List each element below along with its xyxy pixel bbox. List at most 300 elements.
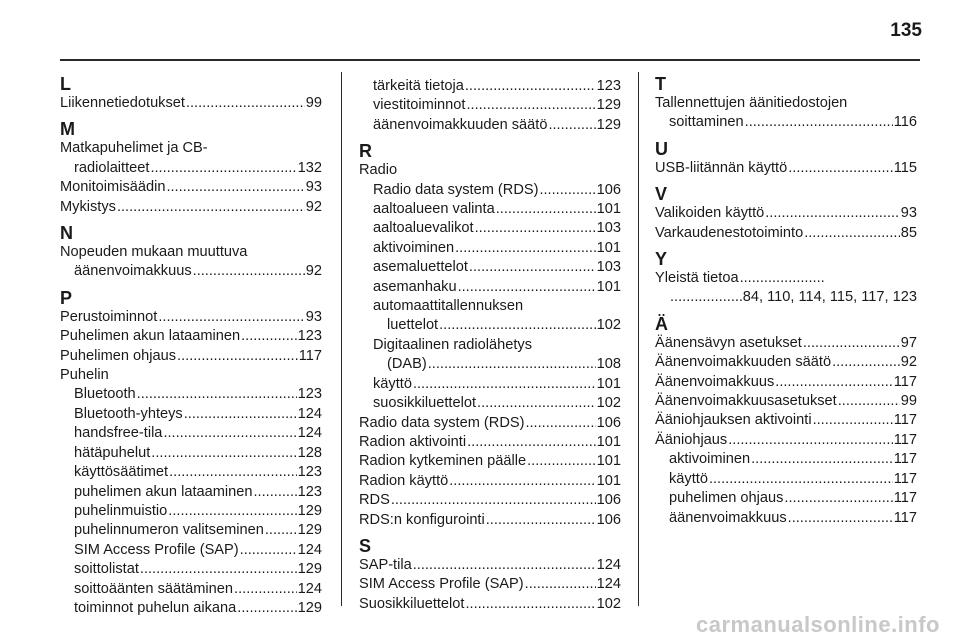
index-subentry <box>60 463 322 482</box>
index-subentry <box>60 405 322 424</box>
section-letter: Ä <box>655 313 668 334</box>
index-entry <box>655 353 917 372</box>
index-line <box>373 181 621 200</box>
entry-text: Radio <box>359 162 398 179</box>
index-line <box>60 178 322 197</box>
entry-text: Puhelimen ohjaus <box>60 347 177 364</box>
index-entry <box>60 347 322 366</box>
dot-leader <box>765 204 900 223</box>
index-line <box>373 219 621 238</box>
page-reference: 102 <box>596 317 621 334</box>
index-entry <box>655 159 917 178</box>
entry-text: äänenvoimakkuus <box>74 263 192 280</box>
index-subentry <box>60 385 322 404</box>
dot-leader <box>745 113 893 132</box>
dot-leader <box>832 353 900 372</box>
index-section <box>359 537 621 614</box>
page-reference: 93 <box>305 308 322 325</box>
dot-leader <box>151 444 296 463</box>
page-reference: 117 <box>893 373 917 390</box>
entry-text: Valikoiden käyttö <box>655 205 765 222</box>
entry-text: aktivoiminen <box>373 239 455 256</box>
entry-text: SIM Access Profile (SAP) <box>359 576 524 593</box>
index-subentry <box>655 450 917 469</box>
index-section <box>60 289 322 619</box>
index-entry <box>359 491 621 510</box>
page-reference: 117 <box>893 451 917 468</box>
index-line <box>655 159 917 178</box>
index-column-1 <box>60 74 322 625</box>
index-line <box>373 355 621 374</box>
entry-text: puhelinmuistio <box>74 502 168 519</box>
page-reference: 116 <box>893 114 917 131</box>
index-line <box>60 347 322 366</box>
entry-text: Puhelimen akun lataaminen <box>60 328 241 345</box>
section-letter: L <box>60 74 71 94</box>
index-line <box>359 595 621 614</box>
dot-leader <box>803 334 900 353</box>
index-subentry <box>359 258 621 277</box>
page-reference: 129 <box>596 97 621 114</box>
dot-leader <box>140 560 297 579</box>
section-letter: M <box>60 119 75 140</box>
entry-text: soittolistat <box>74 561 139 578</box>
index-line <box>373 116 621 135</box>
dot-leader <box>184 405 297 424</box>
index-line <box>373 77 621 96</box>
entry-text: radiolaitteet <box>74 159 150 176</box>
page-reference: 124 <box>297 425 322 442</box>
entry-text: handsfree-tila <box>74 425 163 442</box>
index-line <box>373 278 621 297</box>
index-entry <box>359 414 621 433</box>
page-reference: 99 <box>305 95 322 111</box>
column-divider-2 <box>638 72 639 606</box>
entry-text: Ääniohjauksen aktivointi <box>655 412 812 429</box>
entry-text: soittaminen <box>669 114 744 131</box>
index-section <box>359 77 621 135</box>
dot-leader <box>465 77 596 96</box>
entry-text: Äänenvoimakkuuden säätö <box>655 354 832 371</box>
index-line <box>373 239 621 258</box>
dot-leader <box>439 316 596 335</box>
entry-text: Nopeuden mukaan muuttuva <box>60 244 248 261</box>
index-entry <box>60 198 322 217</box>
index-subentry <box>60 580 322 599</box>
entry-text: asemanhaku <box>373 278 457 295</box>
dot-leader <box>234 580 297 599</box>
entry-text: Matkapuhelimet ja CB- <box>60 140 208 157</box>
index-entry <box>60 243 322 282</box>
dot-leader <box>193 262 305 281</box>
page-reference: 117 <box>893 509 917 526</box>
entry-text: äänenvoimakkuus <box>669 509 787 526</box>
dot-leader <box>137 385 297 404</box>
section-letter: N <box>60 223 73 244</box>
dot-leader <box>670 288 742 307</box>
index-subentry <box>359 375 621 394</box>
page-reference: 106 <box>596 181 621 198</box>
index-line <box>655 392 917 411</box>
page-reference: 123 <box>596 78 621 94</box>
page-reference: 117 <box>893 412 917 429</box>
index-entry <box>655 411 917 430</box>
page-reference: 101 <box>596 239 621 256</box>
dot-leader <box>475 219 596 238</box>
index-column-2 <box>359 77 621 621</box>
dot-leader <box>168 502 296 521</box>
page-reference: 93 <box>900 205 917 222</box>
index-line <box>359 414 621 433</box>
entry-text: Monitoimisäädin <box>60 179 166 196</box>
index-line <box>74 502 322 521</box>
index-section <box>359 142 621 530</box>
dot-leader <box>838 392 900 411</box>
index-subentry <box>359 336 621 375</box>
entry-text: käyttö <box>373 375 412 392</box>
dot-leader <box>117 198 305 217</box>
page-reference: 101 <box>596 453 621 470</box>
section-letter: P <box>60 287 73 308</box>
dot-leader <box>804 224 900 243</box>
index-line <box>373 258 621 277</box>
index-line <box>74 541 322 560</box>
index-line <box>655 113 917 132</box>
index-line <box>669 470 917 489</box>
watermark: carmanualsonline.info <box>696 612 940 637</box>
index-subentry <box>359 96 621 115</box>
index-subentry <box>60 599 322 618</box>
entry-text: aktivoiminen <box>669 451 751 468</box>
index-line <box>359 575 621 594</box>
index-section <box>655 315 917 528</box>
dot-leader <box>539 181 595 200</box>
index-line <box>655 288 917 307</box>
index-line <box>655 431 917 450</box>
index-line <box>655 224 917 243</box>
dot-leader <box>455 239 596 258</box>
index-line <box>74 560 322 579</box>
index-line <box>359 452 621 471</box>
page-reference: 92 <box>305 263 322 280</box>
index-entry <box>60 327 322 346</box>
dot-leader <box>527 452 596 471</box>
page-reference: 117 <box>298 347 322 364</box>
index-line <box>655 353 917 372</box>
entry-text: Tallennettujen äänitiedostojen <box>655 95 848 111</box>
index-entry <box>655 224 917 243</box>
index-line <box>373 316 621 335</box>
dot-leader <box>413 556 596 575</box>
page-reference: 117 <box>893 431 917 448</box>
page-reference: 129 <box>297 561 322 578</box>
dot-leader <box>467 433 596 452</box>
index-section <box>60 120 322 217</box>
index-section <box>60 75 322 113</box>
index-entry <box>60 178 322 197</box>
entry-text: Varkaudenestotoiminto <box>655 224 804 241</box>
page-reference: 85 <box>900 224 917 241</box>
dot-leader <box>525 575 596 594</box>
index-section <box>655 250 917 308</box>
index-subentry <box>60 560 322 579</box>
page-reference: 102 <box>596 595 621 612</box>
page-reference: 103 <box>596 220 621 237</box>
index-subentry <box>359 181 621 200</box>
section-letter: Y <box>655 249 668 270</box>
dot-leader <box>428 355 596 374</box>
page-reference: 115 <box>893 159 917 176</box>
dot-leader <box>449 472 595 491</box>
section-letter: V <box>655 184 668 205</box>
page-reference: 123 <box>297 328 322 345</box>
entry-text: Radion käyttö <box>359 472 449 489</box>
entry-text: Radion aktivointi <box>359 433 467 450</box>
page-reference: 132 <box>297 159 322 176</box>
index-entry <box>359 575 621 594</box>
dot-leader <box>548 116 595 135</box>
page-reference: 129 <box>297 522 322 539</box>
index-line <box>669 489 917 508</box>
index-entry <box>359 452 621 471</box>
index-subentry <box>60 541 322 560</box>
page-reference: 123 <box>297 483 322 500</box>
index-entry <box>655 431 917 450</box>
index-line <box>74 405 322 424</box>
page-reference: 93 <box>305 179 322 196</box>
dot-leader <box>254 483 297 502</box>
index-subentry <box>359 239 621 258</box>
section-letter: S <box>359 535 372 556</box>
dot-leader <box>169 463 297 482</box>
index-line <box>373 200 621 219</box>
entry-text: luettelot <box>387 317 439 334</box>
index-line <box>359 511 621 530</box>
index-entry <box>60 94 322 113</box>
index-line <box>373 375 621 394</box>
dot-leader <box>241 327 297 346</box>
section-letter: R <box>359 141 372 162</box>
index-entry <box>60 366 322 385</box>
index-line <box>74 599 322 618</box>
page-reference: 124 <box>596 556 621 573</box>
index-subentry <box>60 424 322 443</box>
dot-leader <box>477 394 596 413</box>
index-line <box>60 159 322 178</box>
page-reference: 101 <box>596 375 621 392</box>
dot-leader <box>788 159 893 178</box>
page-reference: 92 <box>305 198 322 215</box>
index-line <box>74 483 322 502</box>
dot-leader <box>486 511 596 530</box>
index-line <box>60 308 322 327</box>
entry-text: tärkeitä tietoja <box>373 78 464 94</box>
dot-leader <box>788 509 893 528</box>
index-line <box>373 96 621 115</box>
entry-text: hätäpuhelut <box>74 444 151 461</box>
dot-leader <box>265 521 297 540</box>
index-line <box>74 580 322 599</box>
index-entry <box>655 204 917 223</box>
index-subentry <box>60 444 322 463</box>
index-subentry <box>60 483 322 502</box>
entry-text: Suosikkiluettelot <box>359 595 465 612</box>
index-entry <box>655 334 917 353</box>
index-subentry <box>359 278 621 297</box>
entry-text: Radion kytkeminen päälle <box>359 453 527 470</box>
index-subentry <box>359 77 621 96</box>
index-subentry <box>60 521 322 540</box>
entry-text: asemaluettelot <box>373 259 468 276</box>
dot-leader <box>496 200 596 219</box>
dot-leader <box>158 308 304 327</box>
index-line <box>655 334 917 353</box>
index-line <box>60 262 322 281</box>
index-subentry <box>359 116 621 135</box>
entry-text: äänenvoimakkuuden säätö <box>373 116 548 133</box>
entry-text: RDS:n konfigurointi <box>359 511 485 528</box>
page-reference: 101 <box>596 201 621 218</box>
entry-text: Äänenvoimakkuus <box>655 373 775 390</box>
page-reference: 124 <box>297 580 322 597</box>
entry-text: Ääniohjaus <box>655 431 728 448</box>
entry-text: SAP-tila <box>359 556 412 573</box>
page-reference: 106 <box>596 414 621 431</box>
page-reference: 106 <box>596 511 621 528</box>
entry-text: Bluetooth-yhteys <box>74 405 183 422</box>
dot-leader <box>775 373 892 392</box>
index-line <box>669 450 917 469</box>
index-line <box>373 394 621 413</box>
entry-text: SIM Access Profile (SAP) <box>74 541 239 558</box>
entry-text: puhelinnumeron valitseminen <box>74 522 264 539</box>
index-line <box>655 373 917 392</box>
entry-text: soittoäänten säätäminen <box>74 580 234 597</box>
index-subentry <box>359 297 621 336</box>
header-rule <box>60 59 920 61</box>
page-reference: 123 <box>297 386 322 403</box>
page-reference: 128 <box>297 444 322 461</box>
index-line <box>655 204 917 223</box>
dot-leader <box>525 414 595 433</box>
dot-leader <box>177 347 298 366</box>
index-entry <box>359 161 621 180</box>
entry-text: Puhelin <box>60 367 109 384</box>
index-line <box>359 433 621 452</box>
page-reference: 97 <box>900 334 917 351</box>
page-reference: 101 <box>596 472 621 489</box>
page-reference: 108 <box>596 356 621 373</box>
dot-leader <box>469 258 596 277</box>
index-subentry <box>60 502 322 521</box>
page-reference: 103 <box>596 259 621 276</box>
index-entry <box>655 392 917 411</box>
entry-text: Äänenvoimakkuusasetukset <box>655 393 837 410</box>
entry-text: Bluetooth <box>74 386 136 403</box>
page-reference: 117 <box>893 470 917 487</box>
index-section <box>655 185 917 243</box>
entry-text: automaattitallennuksen <box>373 298 524 315</box>
index-entry <box>655 269 917 308</box>
index-subentry <box>655 509 917 528</box>
entry-text: aaltoaluevalikot <box>373 220 474 237</box>
page-reference: 117 <box>893 490 917 507</box>
index-line <box>74 385 322 404</box>
entry-text: suosikkiluettelot <box>373 395 477 412</box>
entry-text: Digitaalinen radiolähetys <box>373 336 533 353</box>
entry-text: viestitoiminnot <box>373 97 466 114</box>
index-entry <box>359 511 621 530</box>
index-line <box>669 509 917 528</box>
index-line <box>74 424 322 443</box>
entry-text: aaltoalueen valinta <box>373 201 495 218</box>
section-letter: T <box>655 74 666 94</box>
index-line <box>74 463 322 482</box>
index-section <box>60 224 322 282</box>
entry-text: Äänensävyn asetukset <box>655 334 802 351</box>
index-line <box>359 556 621 575</box>
index-line <box>655 411 917 430</box>
entry-text: USB-liitännän käyttö <box>655 159 788 176</box>
dot-leader <box>751 450 893 469</box>
index-subentry <box>655 470 917 489</box>
dot-leader <box>458 278 596 297</box>
index-line <box>74 521 322 540</box>
entry-text: käyttösäätimet <box>74 464 169 481</box>
index-line <box>60 198 322 217</box>
index-subentry <box>359 200 621 219</box>
entry-text: Liikennetiedotukset <box>60 95 185 111</box>
index-entry <box>60 139 322 178</box>
index-line <box>60 94 322 113</box>
index-line <box>359 472 621 491</box>
entry-text: Radio data system (RDS) <box>359 414 525 431</box>
index-entry <box>359 472 621 491</box>
entry-text: Yleistä tietoa <box>655 270 739 287</box>
dot-leader <box>465 595 595 614</box>
index-section <box>655 140 917 178</box>
index-entry <box>60 308 322 327</box>
dot-leader <box>784 489 892 508</box>
page-reference: 101 <box>596 433 621 450</box>
page-reference: 124 <box>297 405 322 422</box>
column-divider-1 <box>341 72 342 606</box>
dot-leader <box>163 424 296 443</box>
index-subentry <box>359 219 621 238</box>
page-reference: 129 <box>297 502 322 519</box>
dot-leader <box>413 375 596 394</box>
page-reference: 129 <box>297 599 322 616</box>
entry-text: käyttö <box>669 470 708 487</box>
page-reference: 106 <box>596 492 621 509</box>
dot-leader <box>709 470 893 489</box>
page-reference: 101 <box>596 278 621 295</box>
index-entry <box>359 433 621 452</box>
index-entry <box>655 373 917 392</box>
dot-leader <box>466 96 595 115</box>
page-reference: 99 <box>900 393 917 410</box>
index-entry <box>359 595 621 614</box>
dot-leader <box>186 94 305 113</box>
index-line <box>359 491 621 510</box>
entry-text: Perustoiminnot <box>60 308 158 325</box>
index-line <box>655 269 917 288</box>
page-number: 135 <box>890 20 922 41</box>
entry-text: (DAB) <box>387 356 427 373</box>
page-reference: 84, 110, 114, 115, 117, 123 <box>742 289 917 306</box>
dot-leader <box>728 431 893 450</box>
section-letter: U <box>655 138 668 159</box>
